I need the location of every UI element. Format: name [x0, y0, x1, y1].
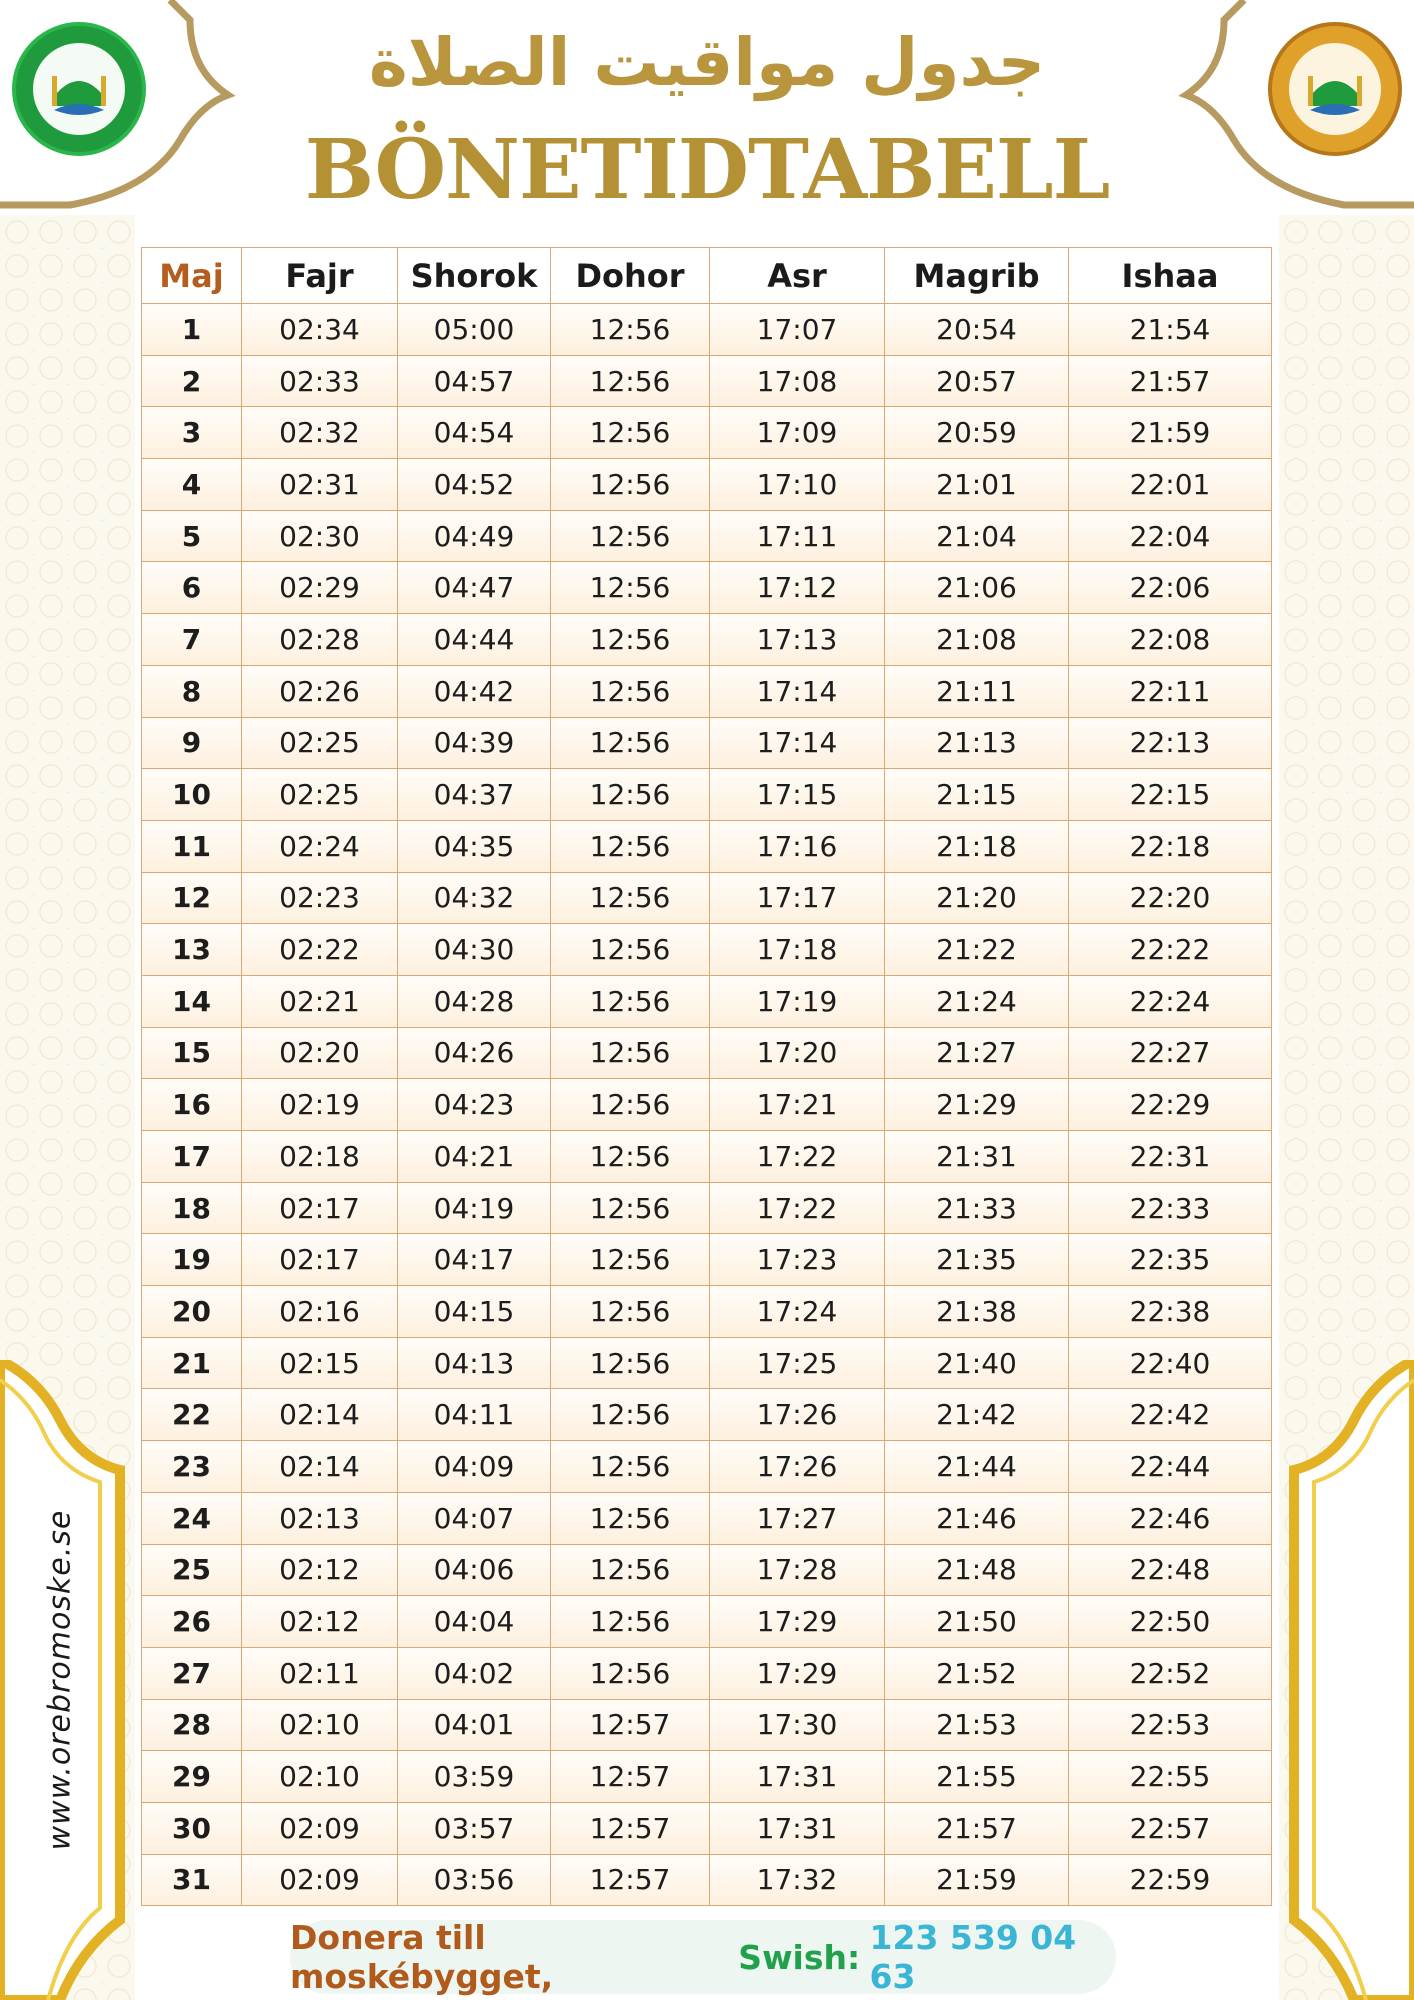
time-cell-asr: 17:11	[710, 510, 885, 562]
bottom-right-gold-frame	[1274, 1360, 1414, 2000]
title-arabic: جدول مواقيت الصلاة	[368, 24, 1046, 101]
table-row	[142, 1802, 1272, 1854]
time-cell-ishaa: 22:48	[1069, 1544, 1272, 1596]
table-row	[142, 769, 1272, 821]
day-cell: 3	[142, 407, 242, 459]
time-cell-asr: 17:14	[710, 665, 885, 717]
day-cell: 15	[142, 1027, 242, 1079]
time-cell-asr: 17:31	[710, 1802, 885, 1854]
time-cell-magrib: 20:59	[885, 407, 1069, 459]
time-cell-asr: 17:24	[710, 1286, 885, 1338]
time-cell-fajr: 02:09	[242, 1854, 398, 1906]
table-row	[142, 1699, 1272, 1751]
time-cell-asr: 17:19	[710, 975, 885, 1027]
time-cell-dohor: 12:56	[551, 1337, 710, 1389]
time-cell-shorok: 04:19	[398, 1182, 551, 1234]
table-row	[142, 717, 1272, 769]
day-cell: 17	[142, 1131, 242, 1183]
time-cell-shorok: 05:00	[398, 304, 551, 356]
time-cell-magrib: 21:13	[885, 717, 1069, 769]
time-cell-dohor: 12:56	[551, 1492, 710, 1544]
time-cell-asr: 17:31	[710, 1751, 885, 1803]
time-cell-fajr: 02:26	[242, 665, 398, 717]
time-cell-ishaa: 22:27	[1069, 1027, 1272, 1079]
time-cell-shorok: 04:57	[398, 355, 551, 407]
table-row	[142, 459, 1272, 511]
time-cell-dohor: 12:56	[551, 1286, 710, 1338]
time-cell-ishaa: 22:57	[1069, 1802, 1272, 1854]
time-cell-magrib: 21:01	[885, 459, 1069, 511]
table-row	[142, 1027, 1272, 1079]
time-cell-shorok: 04:30	[398, 924, 551, 976]
table-row	[142, 1131, 1272, 1183]
table-row	[142, 665, 1272, 717]
time-cell-ishaa: 22:01	[1069, 459, 1272, 511]
day-cell: 23	[142, 1441, 242, 1493]
time-cell-fajr: 02:23	[242, 872, 398, 924]
time-cell-ishaa: 22:50	[1069, 1596, 1272, 1648]
time-cell-fajr: 02:25	[242, 769, 398, 821]
time-cell-dohor: 12:56	[551, 1131, 710, 1183]
time-cell-ishaa: 22:46	[1069, 1492, 1272, 1544]
day-cell: 12	[142, 872, 242, 924]
time-cell-asr: 17:29	[710, 1596, 885, 1648]
day-cell: 20	[142, 1286, 242, 1338]
website-url-container	[40, 1509, 80, 1851]
time-cell-shorok: 04:11	[398, 1389, 551, 1441]
time-cell-magrib: 21:52	[885, 1647, 1069, 1699]
time-cell-dohor: 12:56	[551, 1234, 710, 1286]
column-header-magrib: Magrib	[885, 248, 1069, 304]
website-url[interactable]: www.orebromoske.se	[42, 1509, 78, 1851]
time-cell-magrib: 21:55	[885, 1751, 1069, 1803]
time-cell-shorok: 04:23	[398, 1079, 551, 1131]
time-cell-ishaa: 22:38	[1069, 1286, 1272, 1338]
day-cell: 10	[142, 769, 242, 821]
time-cell-ishaa: 22:11	[1069, 665, 1272, 717]
time-cell-dohor: 12:56	[551, 665, 710, 717]
column-header-ishaa: Ishaa	[1069, 248, 1272, 304]
time-cell-fajr: 02:32	[242, 407, 398, 459]
time-cell-ishaa: 22:59	[1069, 1854, 1272, 1906]
time-cell-magrib: 21:50	[885, 1596, 1069, 1648]
table-row	[142, 614, 1272, 666]
time-cell-asr: 17:20	[710, 1027, 885, 1079]
time-cell-dohor: 12:56	[551, 1079, 710, 1131]
time-cell-fajr: 02:19	[242, 1079, 398, 1131]
table-row	[142, 1337, 1272, 1389]
time-cell-dohor: 12:56	[551, 717, 710, 769]
table-row	[142, 304, 1272, 356]
table-row	[142, 975, 1272, 1027]
time-cell-shorok: 04:42	[398, 665, 551, 717]
day-cell: 11	[142, 820, 242, 872]
time-cell-dohor: 12:56	[551, 975, 710, 1027]
day-cell: 21	[142, 1337, 242, 1389]
time-cell-dohor: 12:56	[551, 1441, 710, 1493]
time-cell-dohor: 12:56	[551, 924, 710, 976]
time-cell-magrib: 21:53	[885, 1699, 1069, 1751]
time-cell-magrib: 21:11	[885, 665, 1069, 717]
time-cell-asr: 17:28	[710, 1544, 885, 1596]
time-cell-magrib: 21:33	[885, 1182, 1069, 1234]
time-cell-fajr: 02:13	[242, 1492, 398, 1544]
time-cell-fajr: 02:14	[242, 1389, 398, 1441]
prayer-times-table	[141, 247, 1272, 1906]
day-cell: 22	[142, 1389, 242, 1441]
table-row	[142, 407, 1272, 459]
time-cell-asr: 17:09	[710, 407, 885, 459]
time-cell-dohor: 12:56	[551, 304, 710, 356]
time-cell-asr: 17:14	[710, 717, 885, 769]
time-cell-shorok: 03:59	[398, 1751, 551, 1803]
time-cell-ishaa: 22:06	[1069, 562, 1272, 614]
time-cell-shorok: 04:26	[398, 1027, 551, 1079]
time-cell-dohor: 12:56	[551, 769, 710, 821]
time-cell-shorok: 04:02	[398, 1647, 551, 1699]
donate-text: Donera till moskébygget,	[290, 1918, 554, 1996]
day-cell: 27	[142, 1647, 242, 1699]
day-cell: 6	[142, 562, 242, 614]
table-row	[142, 1182, 1272, 1234]
time-cell-fajr: 02:17	[242, 1182, 398, 1234]
time-cell-magrib: 20:54	[885, 304, 1069, 356]
time-cell-dohor: 12:56	[551, 1647, 710, 1699]
time-cell-fajr: 02:16	[242, 1286, 398, 1338]
time-cell-ishaa: 22:42	[1069, 1389, 1272, 1441]
table-row	[142, 1544, 1272, 1596]
time-cell-ishaa: 22:29	[1069, 1079, 1272, 1131]
time-cell-fajr: 02:28	[242, 614, 398, 666]
time-cell-dohor: 12:56	[551, 820, 710, 872]
table-row	[142, 820, 1272, 872]
time-cell-fajr: 02:25	[242, 717, 398, 769]
time-cell-magrib: 21:27	[885, 1027, 1069, 1079]
time-cell-dohor: 12:57	[551, 1699, 710, 1751]
time-cell-dohor: 12:56	[551, 1182, 710, 1234]
time-cell-asr: 17:15	[710, 769, 885, 821]
time-cell-shorok: 04:17	[398, 1234, 551, 1286]
time-cell-magrib: 20:57	[885, 355, 1069, 407]
time-cell-asr: 17:27	[710, 1492, 885, 1544]
day-cell: 8	[142, 665, 242, 717]
time-cell-asr: 17:13	[710, 614, 885, 666]
table-row	[142, 1751, 1272, 1803]
time-cell-magrib: 21:57	[885, 1802, 1069, 1854]
table-row	[142, 1854, 1272, 1906]
time-cell-magrib: 21:31	[885, 1131, 1069, 1183]
day-cell: 18	[142, 1182, 242, 1234]
time-cell-magrib: 21:22	[885, 924, 1069, 976]
time-cell-dohor: 12:57	[551, 1854, 710, 1906]
table-row	[142, 1079, 1272, 1131]
time-cell-fajr: 02:11	[242, 1647, 398, 1699]
time-cell-asr: 17:21	[710, 1079, 885, 1131]
time-cell-shorok: 03:57	[398, 1802, 551, 1854]
table-row	[142, 1286, 1272, 1338]
time-cell-asr: 17:07	[710, 304, 885, 356]
title-swedish: BÖNETIDTABELL	[304, 122, 1110, 218]
time-cell-ishaa: 22:33	[1069, 1182, 1272, 1234]
time-cell-fajr: 02:22	[242, 924, 398, 976]
time-cell-ishaa: 22:08	[1069, 614, 1272, 666]
time-cell-shorok: 04:52	[398, 459, 551, 511]
time-cell-asr: 17:29	[710, 1647, 885, 1699]
time-cell-magrib: 21:59	[885, 1854, 1069, 1906]
day-cell: 19	[142, 1234, 242, 1286]
donation-banner	[290, 1920, 1116, 1994]
table-row	[142, 924, 1272, 976]
time-cell-fajr: 02:09	[242, 1802, 398, 1854]
day-cell: 5	[142, 510, 242, 562]
time-cell-ishaa: 22:35	[1069, 1234, 1272, 1286]
time-cell-ishaa: 22:55	[1069, 1751, 1272, 1803]
time-cell-asr: 17:32	[710, 1854, 885, 1906]
time-cell-shorok: 04:04	[398, 1596, 551, 1648]
time-cell-dohor: 12:56	[551, 562, 710, 614]
time-cell-dohor: 12:56	[551, 1596, 710, 1648]
time-cell-ishaa: 22:20	[1069, 872, 1272, 924]
time-cell-dohor: 12:56	[551, 407, 710, 459]
day-cell: 2	[142, 355, 242, 407]
time-cell-fajr: 02:18	[242, 1131, 398, 1183]
time-cell-asr: 17:22	[710, 1182, 885, 1234]
time-cell-magrib: 21:44	[885, 1441, 1069, 1493]
day-cell: 16	[142, 1079, 242, 1131]
table-row	[142, 1389, 1272, 1441]
day-cell: 26	[142, 1596, 242, 1648]
time-cell-fajr: 02:14	[242, 1441, 398, 1493]
time-cell-fajr: 02:29	[242, 562, 398, 614]
time-cell-ishaa: 22:52	[1069, 1647, 1272, 1699]
day-cell: 7	[142, 614, 242, 666]
time-cell-ishaa: 21:57	[1069, 355, 1272, 407]
time-cell-dohor: 12:56	[551, 355, 710, 407]
swish-number: 123 539 04 63	[869, 1918, 1077, 1996]
day-cell: 14	[142, 975, 242, 1027]
time-cell-asr: 17:17	[710, 872, 885, 924]
time-cell-ishaa: 21:59	[1069, 407, 1272, 459]
time-cell-fajr: 02:34	[242, 304, 398, 356]
time-cell-asr: 17:23	[710, 1234, 885, 1286]
table-row	[142, 355, 1272, 407]
time-cell-asr: 17:08	[710, 355, 885, 407]
table-row	[142, 1441, 1272, 1493]
time-cell-dohor: 12:56	[551, 872, 710, 924]
time-cell-dohor: 12:57	[551, 1802, 710, 1854]
time-cell-fajr: 02:12	[242, 1596, 398, 1648]
time-cell-ishaa: 22:44	[1069, 1441, 1272, 1493]
time-cell-magrib: 21:40	[885, 1337, 1069, 1389]
time-cell-fajr: 02:24	[242, 820, 398, 872]
time-cell-magrib: 21:46	[885, 1492, 1069, 1544]
time-cell-shorok: 04:06	[398, 1544, 551, 1596]
day-cell: 30	[142, 1802, 242, 1854]
swish-label: Swish:	[738, 1937, 861, 1977]
time-cell-ishaa: 22:15	[1069, 769, 1272, 821]
time-cell-dohor: 12:56	[551, 614, 710, 666]
time-cell-fajr: 02:10	[242, 1751, 398, 1803]
time-cell-shorok: 04:13	[398, 1337, 551, 1389]
time-cell-magrib: 21:18	[885, 820, 1069, 872]
day-cell: 1	[142, 304, 242, 356]
time-cell-magrib: 21:20	[885, 872, 1069, 924]
time-cell-ishaa: 21:54	[1069, 304, 1272, 356]
time-cell-magrib: 21:08	[885, 614, 1069, 666]
time-cell-magrib: 21:42	[885, 1389, 1069, 1441]
time-cell-fajr: 02:31	[242, 459, 398, 511]
time-cell-ishaa: 22:40	[1069, 1337, 1272, 1389]
time-cell-shorok: 04:47	[398, 562, 551, 614]
time-cell-ishaa: 22:31	[1069, 1131, 1272, 1183]
time-cell-magrib: 21:06	[885, 562, 1069, 614]
time-cell-shorok: 04:39	[398, 717, 551, 769]
time-cell-shorok: 04:49	[398, 510, 551, 562]
day-cell: 24	[142, 1492, 242, 1544]
table-row	[142, 562, 1272, 614]
time-cell-dohor: 12:56	[551, 510, 710, 562]
day-cell: 9	[142, 717, 242, 769]
time-cell-shorok: 04:15	[398, 1286, 551, 1338]
time-cell-dohor: 12:56	[551, 459, 710, 511]
time-cell-shorok: 04:54	[398, 407, 551, 459]
time-cell-ishaa: 22:18	[1069, 820, 1272, 872]
time-cell-magrib: 21:38	[885, 1286, 1069, 1338]
time-cell-shorok: 04:01	[398, 1699, 551, 1751]
time-cell-ishaa: 22:24	[1069, 975, 1272, 1027]
time-cell-magrib: 21:04	[885, 510, 1069, 562]
table-row	[142, 1596, 1272, 1648]
time-cell-ishaa: 22:53	[1069, 1699, 1272, 1751]
time-cell-shorok: 04:09	[398, 1441, 551, 1493]
day-cell: 25	[142, 1544, 242, 1596]
time-cell-fajr: 02:20	[242, 1027, 398, 1079]
table-header-row	[142, 248, 1272, 304]
table-row	[142, 1234, 1272, 1286]
time-cell-magrib: 21:48	[885, 1544, 1069, 1596]
time-cell-dohor: 12:56	[551, 1027, 710, 1079]
time-cell-asr: 17:22	[710, 1131, 885, 1183]
table-row	[142, 1647, 1272, 1699]
column-header-fajr: Fajr	[242, 248, 398, 304]
time-cell-shorok: 03:56	[398, 1854, 551, 1906]
time-cell-shorok: 04:21	[398, 1131, 551, 1183]
time-cell-asr: 17:26	[710, 1441, 885, 1493]
column-header-dohor: Dohor	[551, 248, 710, 304]
time-cell-shorok: 04:35	[398, 820, 551, 872]
table-row	[142, 1492, 1272, 1544]
column-header-shorok: Shorok	[398, 248, 551, 304]
table-row	[142, 872, 1272, 924]
time-cell-fajr: 02:12	[242, 1544, 398, 1596]
month-header: Maj	[142, 248, 242, 304]
time-cell-fajr: 02:33	[242, 355, 398, 407]
time-cell-asr: 17:18	[710, 924, 885, 976]
time-cell-asr: 17:30	[710, 1699, 885, 1751]
day-cell: 28	[142, 1699, 242, 1751]
time-cell-asr: 17:10	[710, 459, 885, 511]
time-cell-ishaa: 22:04	[1069, 510, 1272, 562]
time-cell-magrib: 21:29	[885, 1079, 1069, 1131]
time-cell-shorok: 04:28	[398, 975, 551, 1027]
time-cell-fajr: 02:15	[242, 1337, 398, 1389]
time-cell-fajr: 02:10	[242, 1699, 398, 1751]
table-row	[142, 510, 1272, 562]
time-cell-fajr: 02:30	[242, 510, 398, 562]
time-cell-magrib: 21:24	[885, 975, 1069, 1027]
time-cell-asr: 17:16	[710, 820, 885, 872]
day-cell: 31	[142, 1854, 242, 1906]
column-header-asr: Asr	[710, 248, 885, 304]
time-cell-asr: 17:25	[710, 1337, 885, 1389]
time-cell-asr: 17:12	[710, 562, 885, 614]
time-cell-dohor: 12:56	[551, 1389, 710, 1441]
day-cell: 13	[142, 924, 242, 976]
time-cell-shorok: 04:44	[398, 614, 551, 666]
day-cell: 29	[142, 1751, 242, 1803]
time-cell-ishaa: 22:13	[1069, 717, 1272, 769]
day-cell: 4	[142, 459, 242, 511]
time-cell-shorok: 04:32	[398, 872, 551, 924]
time-cell-dohor: 12:57	[551, 1751, 710, 1803]
time-cell-fajr: 02:17	[242, 1234, 398, 1286]
time-cell-shorok: 04:37	[398, 769, 551, 821]
time-cell-fajr: 02:21	[242, 975, 398, 1027]
time-cell-shorok: 04:07	[398, 1492, 551, 1544]
time-cell-dohor: 12:56	[551, 1544, 710, 1596]
time-cell-ishaa: 22:22	[1069, 924, 1272, 976]
time-cell-magrib: 21:35	[885, 1234, 1069, 1286]
time-cell-asr: 17:26	[710, 1389, 885, 1441]
time-cell-magrib: 21:15	[885, 769, 1069, 821]
